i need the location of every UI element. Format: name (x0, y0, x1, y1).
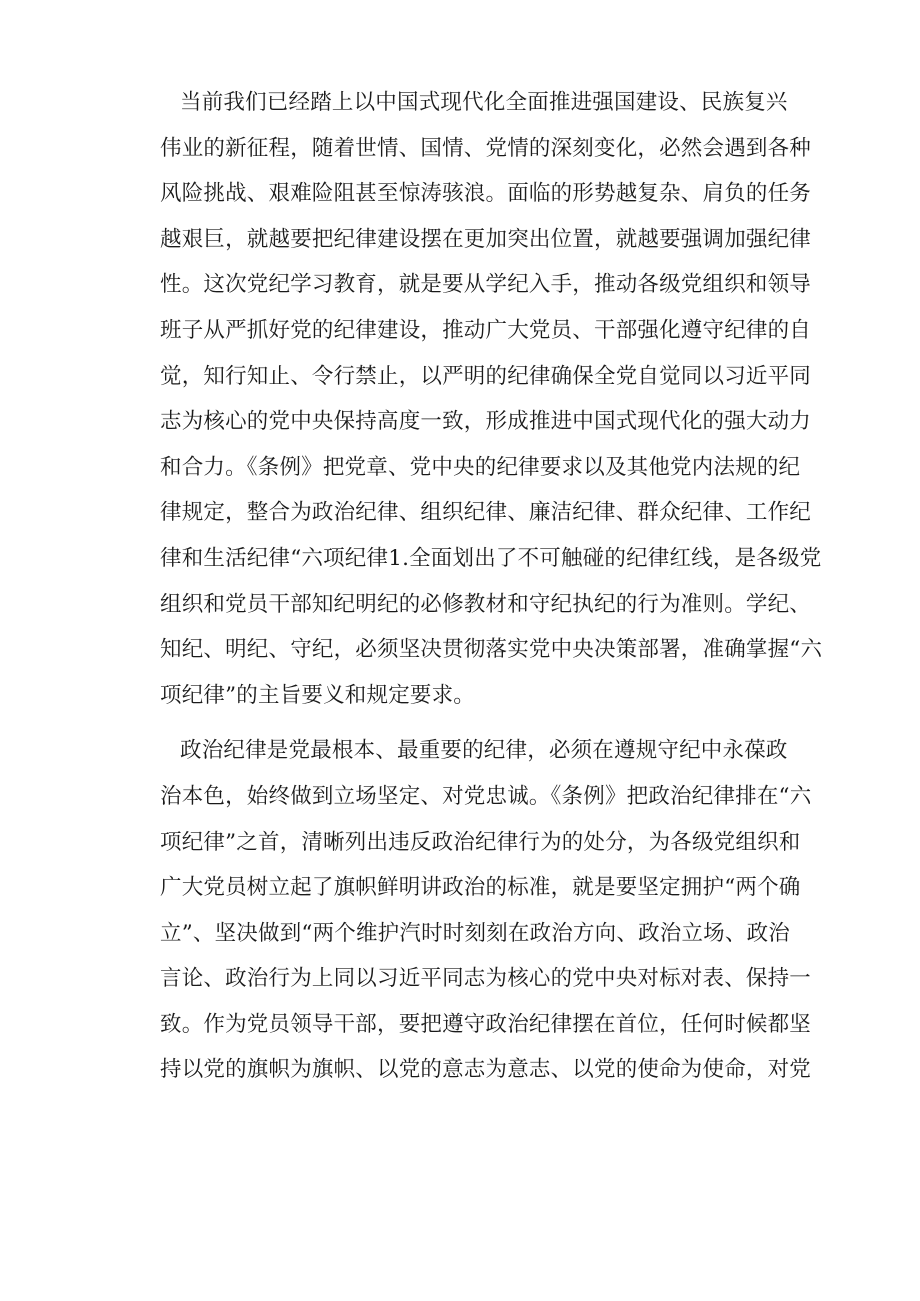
text-line: 当前我们已经踏上以中国式现代化全面推进强国建设、民族复兴 (180, 90, 788, 115)
text-line: 政治纪律是党最根本、最重要的纪律，必须在遵规守纪中永葆政 (180, 738, 788, 764)
text-line: 志为核心的党中央保持高度一致，形成推进中国式现代化的强大动力 (160, 409, 812, 435)
text-line: 知纪、明纪、守纪，必须坚决贯彻落实党中央决策部署，准确掌握“六 (160, 637, 823, 663)
text-line: 和合力。《条例》把党章、党中央的纪律要求以及其他党内法规的纪 (160, 454, 801, 480)
text-line: 项纪律”的主旨要义和规定要求。 (160, 682, 475, 708)
paragraph-1 (160, 80, 823, 718)
text-line: 治本色，始终做到立场坚定、对党忠诚。《条例》把政治纪律排在“六 (160, 783, 812, 809)
text-line: 风险挑战、艰难险阻甚至惊涛骇浪。面临的形势越复杂、肩负的任务 (160, 181, 812, 207)
text-line: 觉，知行知止、令行禁止，以严明的纪律确保全党自觉同以习近平同 (160, 363, 812, 389)
text-line: 律和生活纪律“六项纪律1.全面划出了不可触碰的纪律红线，是各级党 (160, 545, 822, 571)
document-body (160, 80, 823, 1093)
text-line: 言论、政治行为上同以习近平同志为核心的党中央对标对表、保持一 (160, 966, 812, 992)
text-line: 性。这次党纪学习教育，就是要从学纪入手，推动各级党组织和领导 (160, 272, 812, 298)
text-line: 班子从严抓好党的纪律建设，推动广大党员、干部强化遵守纪律的自 (160, 317, 812, 343)
text-line: 广大党员树立起了旗帜鲜明讲政治的标准，就是要坚定拥护“两个确 (160, 875, 801, 901)
text-line: 律规定，整合为政治纪律、组织纪律、廉洁纪律、群众纪律、工作纪 (160, 500, 812, 526)
text-line: 立”、坚决做到“两个维护汽时时刻刻在政治方向、政治立场、政治 (160, 920, 790, 946)
text-line: 伟业的新征程，随着世情、国情、党情的深刻变化，必然会遇到各种 (160, 135, 812, 161)
paragraph-2 (160, 728, 812, 1093)
text-line: 项纪律”之首，清晰列出违反政治纪律行为的处分，为各级党组织和 (160, 829, 801, 855)
paragraph-spacer (160, 718, 780, 728)
text-line: 持以党的旗帜为旗帜、以党的意志为意志、以党的使命为使命，对党 (160, 1057, 812, 1083)
text-line: 组织和党员干部知纪明纪的必修教材和守纪执纪的行为准则。学纪、 (160, 591, 812, 617)
text-line: 致。作为党员领导干部，要把遵守政治纪律摆在首位，任何时候都坚 (160, 1011, 812, 1037)
text-line: 越艰巨，就越要把纪律建设摆在更加突出位置，就越要强调加强纪律 (160, 226, 812, 252)
